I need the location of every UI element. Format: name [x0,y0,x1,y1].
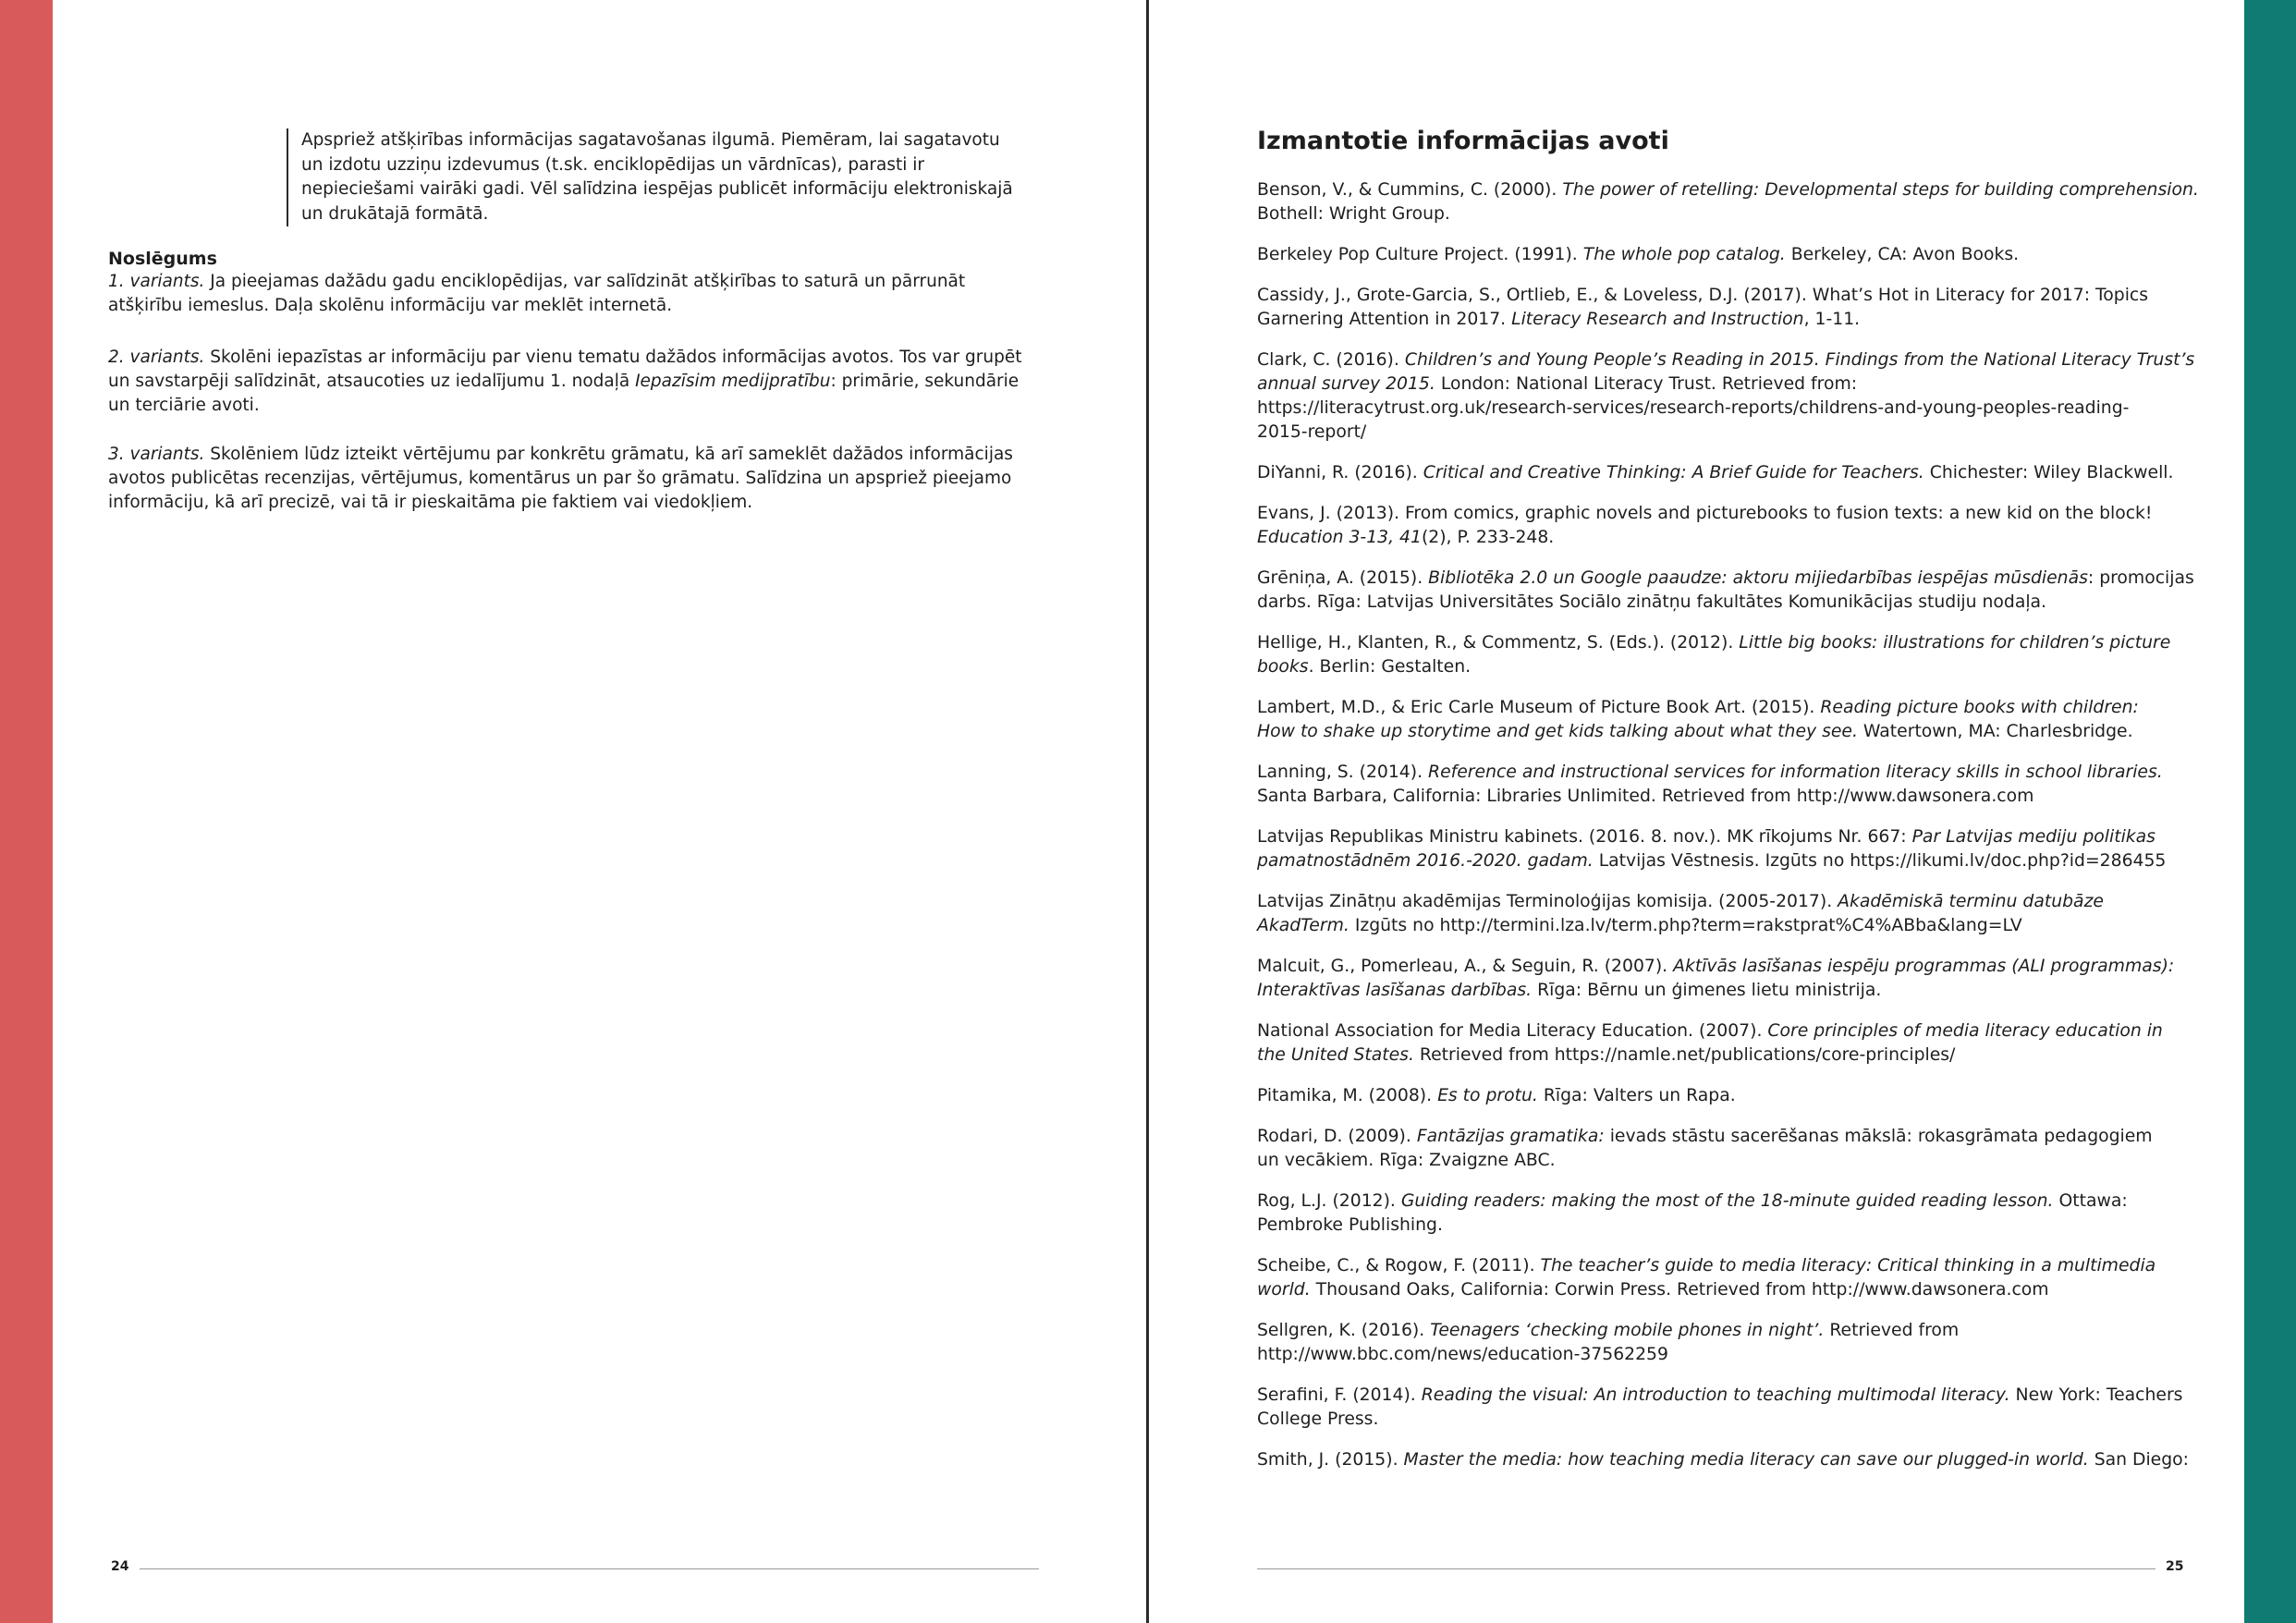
reference-title-text: pamatnostādnēm 2016.-2020. gadam. [1257,851,1594,871]
reference-text: Rog, L.J. (2012). [1257,1191,1401,1211]
reference-entry [1257,1319,2183,1367]
reference-title-text: Guiding readers: making the most of the 18-minute guided reading lesson. [1400,1191,2054,1211]
reference-line [1257,696,2183,720]
reference-text: un vecākiem. Rīga: Zvaigzne ABC. [1257,1151,1556,1170]
reference-line [1257,914,2183,938]
reference-title-text: annual survey 2015. [1257,374,1435,394]
reference-text: Berkeley Pop Culture Project. (1991). [1257,245,1583,264]
reference-title-text: the United States. [1257,1045,1414,1065]
reference-title-text: Aktīvās lasīšanas iespēju programmas (ALI programmas): [1673,957,2175,976]
reference-text: Lanning, S. (2014). [1257,763,1429,782]
reference-text: Serafini, F. (2014). [1257,1385,1422,1405]
reference-text: Garnering Attention in 2017. [1257,310,1512,329]
reference-text: Retrieved from [1824,1321,1960,1340]
reference-text: http://www.bbc.com/news/education-37562259 [1257,1345,1668,1364]
reference-text: Berkeley, CA: Avon Books. [1785,245,2020,264]
right-page [1257,0,2199,1623]
right-edge-bar [2244,0,2296,1623]
reference-title-text: Reference and instructional services for information literacy skills in school libraries. [1428,763,2163,782]
page-spine [1146,0,1149,1623]
reference-line [1257,1125,2183,1149]
reference-title-text: Little big books: illustrations for children’s picture [1739,633,2171,653]
reference-line [1257,243,2183,267]
reference-title-text: The whole pop catalog. [1582,245,1786,264]
reference-text: Hellige, H., Klanten, R., & Commentz, S. (Eds.). (2012). [1257,633,1740,653]
reference-title-text: Bibliotēka 2.0 un Google paaudze: aktoru mijiedarbības iespējas mūsdienās [1428,568,2088,588]
variant-label: 2. variants. [108,348,205,367]
reference-entry [1257,348,2195,445]
reference-title-text: Reading the visual: An introduction to teaching multimodal literacy. [1421,1385,2010,1405]
reference-text: Benson, V., & Cummins, C. (2000). [1257,180,1563,200]
quote-line: Apspriež atšķirības informācijas sagatavošanas ilgumā. Piemēram, lai sagatavotu [301,130,1000,150]
page-number-right: 25 [2166,1559,2184,1574]
reference-line [1257,955,2183,979]
reference-entry [1257,696,2183,744]
reference-text: Lambert, M.D., & Eric Carle Museum of Picture Book Art. (2015). [1257,698,1821,717]
reference-text: Evans, J. (2013). From comics, graphic novels and picturebooks to fusion texts: a new kid on the block! [1257,504,2153,523]
bibliography-title: Izmantotie informācijas avoti [1257,127,1669,155]
reference-line [1257,785,2183,809]
reference-line [1257,890,2183,914]
reference-text: San Diego: [2088,1450,2189,1470]
reference-entry [1257,825,2183,873]
reference-line [1257,849,2183,873]
variant-3-paragraph [108,443,1038,515]
reference-title-text: Teenagers ‘checking mobile phones in night’. [1430,1321,1825,1340]
reference-line [1257,631,2183,655]
reference-text: Latvijas Vēstnesis. Izgūts no https://likumi.lv/doc.php?id=286455 [1593,851,2167,871]
reference-line [1257,502,2183,526]
variant-2-paragraph [108,346,1038,418]
footer-rule-right [1257,1568,2156,1569]
reference-line [1257,1319,2183,1343]
reference-title-text: AkadTerm. [1257,916,1350,935]
variant-label: 1. variants. [108,272,205,291]
reference-title-text: Fantāzijas gramatika: [1416,1127,1605,1146]
variant-text: : primārie, sekundārie [830,372,1020,391]
reference-line [1257,397,2183,421]
reference-title-text: Core principles of media literacy education in [1767,1021,2163,1041]
footer-rule-left [140,1568,1039,1569]
variant-text: Ja pieejamas dažādu gadu enciklopēdijas, var salīdzināt atšķirības to saturā un pārrunāt [204,272,966,291]
reference-entry [1257,243,2183,267]
reference-entry [1257,761,2183,809]
reference-text: Malcuit, G., Pomerleau, A., & Seguin, R. (2007). [1257,957,1674,976]
reference-line [1257,1043,2183,1068]
variant-text: Skolēniem lūdz izteikt vērtējumu par konkrētu grāmatu, kā arī sameklēt dažādos informācijas [204,445,1013,464]
page-number-left: 24 [111,1559,129,1574]
quote-block [287,128,1041,226]
reference-text: Sellgren, K. (2016). [1257,1321,1431,1340]
reference-entry [1257,461,2183,485]
section-title: Noslēgums [108,249,217,269]
reference-line [1257,372,2183,397]
reference-text: Smith, J. (2015). [1257,1450,1404,1470]
reference-title-text: Es to protu. [1437,1086,1538,1105]
reference-entry [1257,1084,2183,1108]
reference-line [1257,348,2195,372]
reference-line [1257,591,2183,615]
reference-entry [1257,1448,2189,1472]
reference-text: Pitamika, M. (2008). [1257,1086,1438,1105]
reference-line [1257,567,2194,591]
reference-entry [1257,955,2183,1003]
reference-title-text: Akadēmiskā terminu datubāze [1838,892,2104,911]
reference-line [1257,1278,2183,1302]
reference-entry [1257,284,2183,332]
reference-line [1257,202,2183,226]
reference-title-text: Master the media: how teaching media literacy can save our plugged-in world. [1403,1450,2089,1470]
reference-line [1257,825,2183,849]
reference-text: Izgūts no http://termini.lza.lv/term.php?term=rakstprat%C4%ABba&lang=LV [1349,916,2022,935]
reference-text: , 1-11. [1803,310,1861,329]
reference-text: Santa Barbara, California: Libraries Unlimited. Retrieved from http://www.dawsonera.com [1257,787,2034,806]
reference-text: Grēniņa, A. (2015). [1257,568,1429,588]
reference-line [1257,461,2183,485]
reference-text: Latvijas Republikas Ministru kabinets. (2016. 8. nov.). MK rīkojums Nr. 667: [1257,827,1912,847]
reference-text: Pembroke Publishing. [1257,1215,1443,1235]
reference-text: Thousand Oaks, California: Corwin Press. Retrieved from http://www.dawsonera.com [1310,1280,2049,1300]
variant-text: atšķirību iemeslus. Daļa skolēnu informāciju var meklēt internetā. [108,296,673,315]
reference-entry [1257,567,2194,615]
reference-line [1257,1084,2183,1108]
variant-label: 3. variants. [108,445,205,464]
reference-title-text: Literacy Research and Instruction [1511,310,1804,329]
reference-line [1257,308,2183,332]
reference-entry [1257,178,2199,226]
reference-title-text: The teacher’s guide to media literacy: Critical thinking in a multimedia [1540,1256,2156,1275]
quote-line: un izdotu uzziņu izdevumus (t.sk. enciklopēdijas un vārdnīcas), parasti ir [301,154,925,175]
reference-title-text: books [1257,657,1309,677]
reference-entry [1257,631,2183,679]
reference-line [1257,1190,2183,1214]
left-edge-bar [0,0,53,1623]
reference-line [1257,178,2199,202]
reference-text: Rīga: Valters un Rapa. [1537,1086,1736,1105]
reference-line [1257,1384,2183,1408]
reference-text: 2015-report/ [1257,422,1367,442]
chapter-reference: Iepazīsim medijpratību [635,372,831,391]
reference-text: Bothell: Wright Group. [1257,204,1450,224]
reference-entry [1257,1254,2183,1302]
reference-line [1257,1254,2183,1278]
reference-title-text: How to shake up storytime and get kids talking about what they see. [1257,722,1858,741]
reference-entry [1257,1190,2183,1238]
left-page [108,0,1039,1623]
reference-line [1257,761,2183,785]
reference-line [1257,1214,2183,1238]
reference-line [1257,1408,2183,1432]
reference-text: Watertown, MA: Charlesbridge. [1857,722,2133,741]
reference-text: Scheibe, C., & Rogow, F. (2011). [1257,1256,1541,1275]
reference-text: Ottawa: [2053,1191,2128,1211]
reference-text: Chichester: Wiley Blackwell. [1924,463,2174,482]
reference-line [1257,1149,2183,1173]
reference-entry [1257,502,2183,550]
quote-line: nepieciešami vairāki gadi. Vēl salīdzina iespējas publicēt informāciju elektroniskajā [301,179,1013,199]
reference-line [1257,979,2183,1003]
reference-text: National Association for Media Literacy Education. (2007). [1257,1021,1768,1041]
reference-line [1257,1448,2189,1472]
reference-title-text: The power of retelling: Developmental steps for building comprehension. [1562,180,2199,200]
variant-text: un savstarpēji salīdzināt, atsaucoties uz iedalījumu 1. nodaļā [108,372,636,391]
reference-list [1257,178,2199,1489]
reference-title-text: Education 3-13, 41 [1257,528,1422,547]
reference-text: London: National Literacy Trust. Retrieved from: [1435,374,1858,394]
reference-line [1257,720,2183,744]
quote-line: un drukātajā formātā. [301,203,489,224]
reference-title-text: world. [1257,1280,1311,1300]
reference-text: . Berlin: Gestalten. [1308,657,1472,677]
reference-entry [1257,890,2183,938]
reference-title-text: Critical and Creative Thinking: A Brief Guide for Teachers. [1423,463,1924,482]
reference-text: Latvijas Zinātņu akadēmijas Terminoloģijas komisija. (2005-2017). [1257,892,1838,911]
reference-text: darbs. Rīga: Latvijas Universitātes Sociālo zinātņu fakultātes Komunikācijas studiju nodaļa. [1257,592,2047,612]
reference-text: College Press. [1257,1409,1379,1429]
reference-text: ievads stāstu sacerēšanas mākslā: rokasgrāmata pedagogiem [1604,1127,2153,1146]
reference-text: Rīga: Bērnu un ģimenes lietu ministrija. [1532,981,1882,1000]
variant-text: un terciārie avoti. [108,396,260,415]
variant-text: avotos publicētas recenzijas, vērtējumus, komentārus un par šo grāmatu. Salīdzina un apspriež pieejamo [108,469,1012,488]
reference-text: Retrieved from https://namle.net/publications/core-principles/ [1413,1045,1956,1065]
reference-text: Cassidy, J., Grote-Garcia, S., Ortlieb, E., & Loveless, D.J. (2017). What’s Hot in Literacy for 2017: Topics [1257,286,2149,305]
variant-text: informāciju, kā arī precizē, vai tā ir pieskaitāma pie faktiem vai viedokļiem. [108,493,753,512]
reference-text: Clark, C. (2016). [1257,350,1405,370]
reference-line [1257,1019,2183,1043]
reference-entry [1257,1384,2183,1432]
reference-text: (2), P. 233-248. [1421,528,1555,547]
reference-text: Rodari, D. (2009). [1257,1127,1417,1146]
reference-line [1257,284,2183,308]
reference-title-text: Par Latvijas mediju politikas [1911,827,2156,847]
reference-line [1257,421,2183,445]
reference-entry [1257,1125,2183,1173]
reference-line [1257,655,2183,679]
reference-text: https://literacytrust.org.uk/research-services/research-reports/childrens-and-young-peoples-reading- [1257,398,2130,418]
reference-title-text: Children’s and Young People’s Reading in 2015. Findings from the National Literacy Trust’s [1404,350,2195,370]
reference-entry [1257,1019,2183,1068]
reference-title-text: Reading picture books with children: [1820,698,2139,717]
reference-title-text: Interaktīvas lasīšanas darbības. [1257,981,1533,1000]
variant-text: Skolēni iepazīstas ar informāciju par vienu tematu dažādos informācijas avotos. Tos var grupēt [204,348,1022,367]
reference-line [1257,1343,2183,1367]
reference-line [1257,526,2183,550]
reference-text: : promocijas [2087,568,2194,588]
variant-1-paragraph [108,270,1038,318]
reference-text: New York: Teachers [2009,1385,2183,1405]
reference-text: DiYanni, R. (2016). [1257,463,1423,482]
